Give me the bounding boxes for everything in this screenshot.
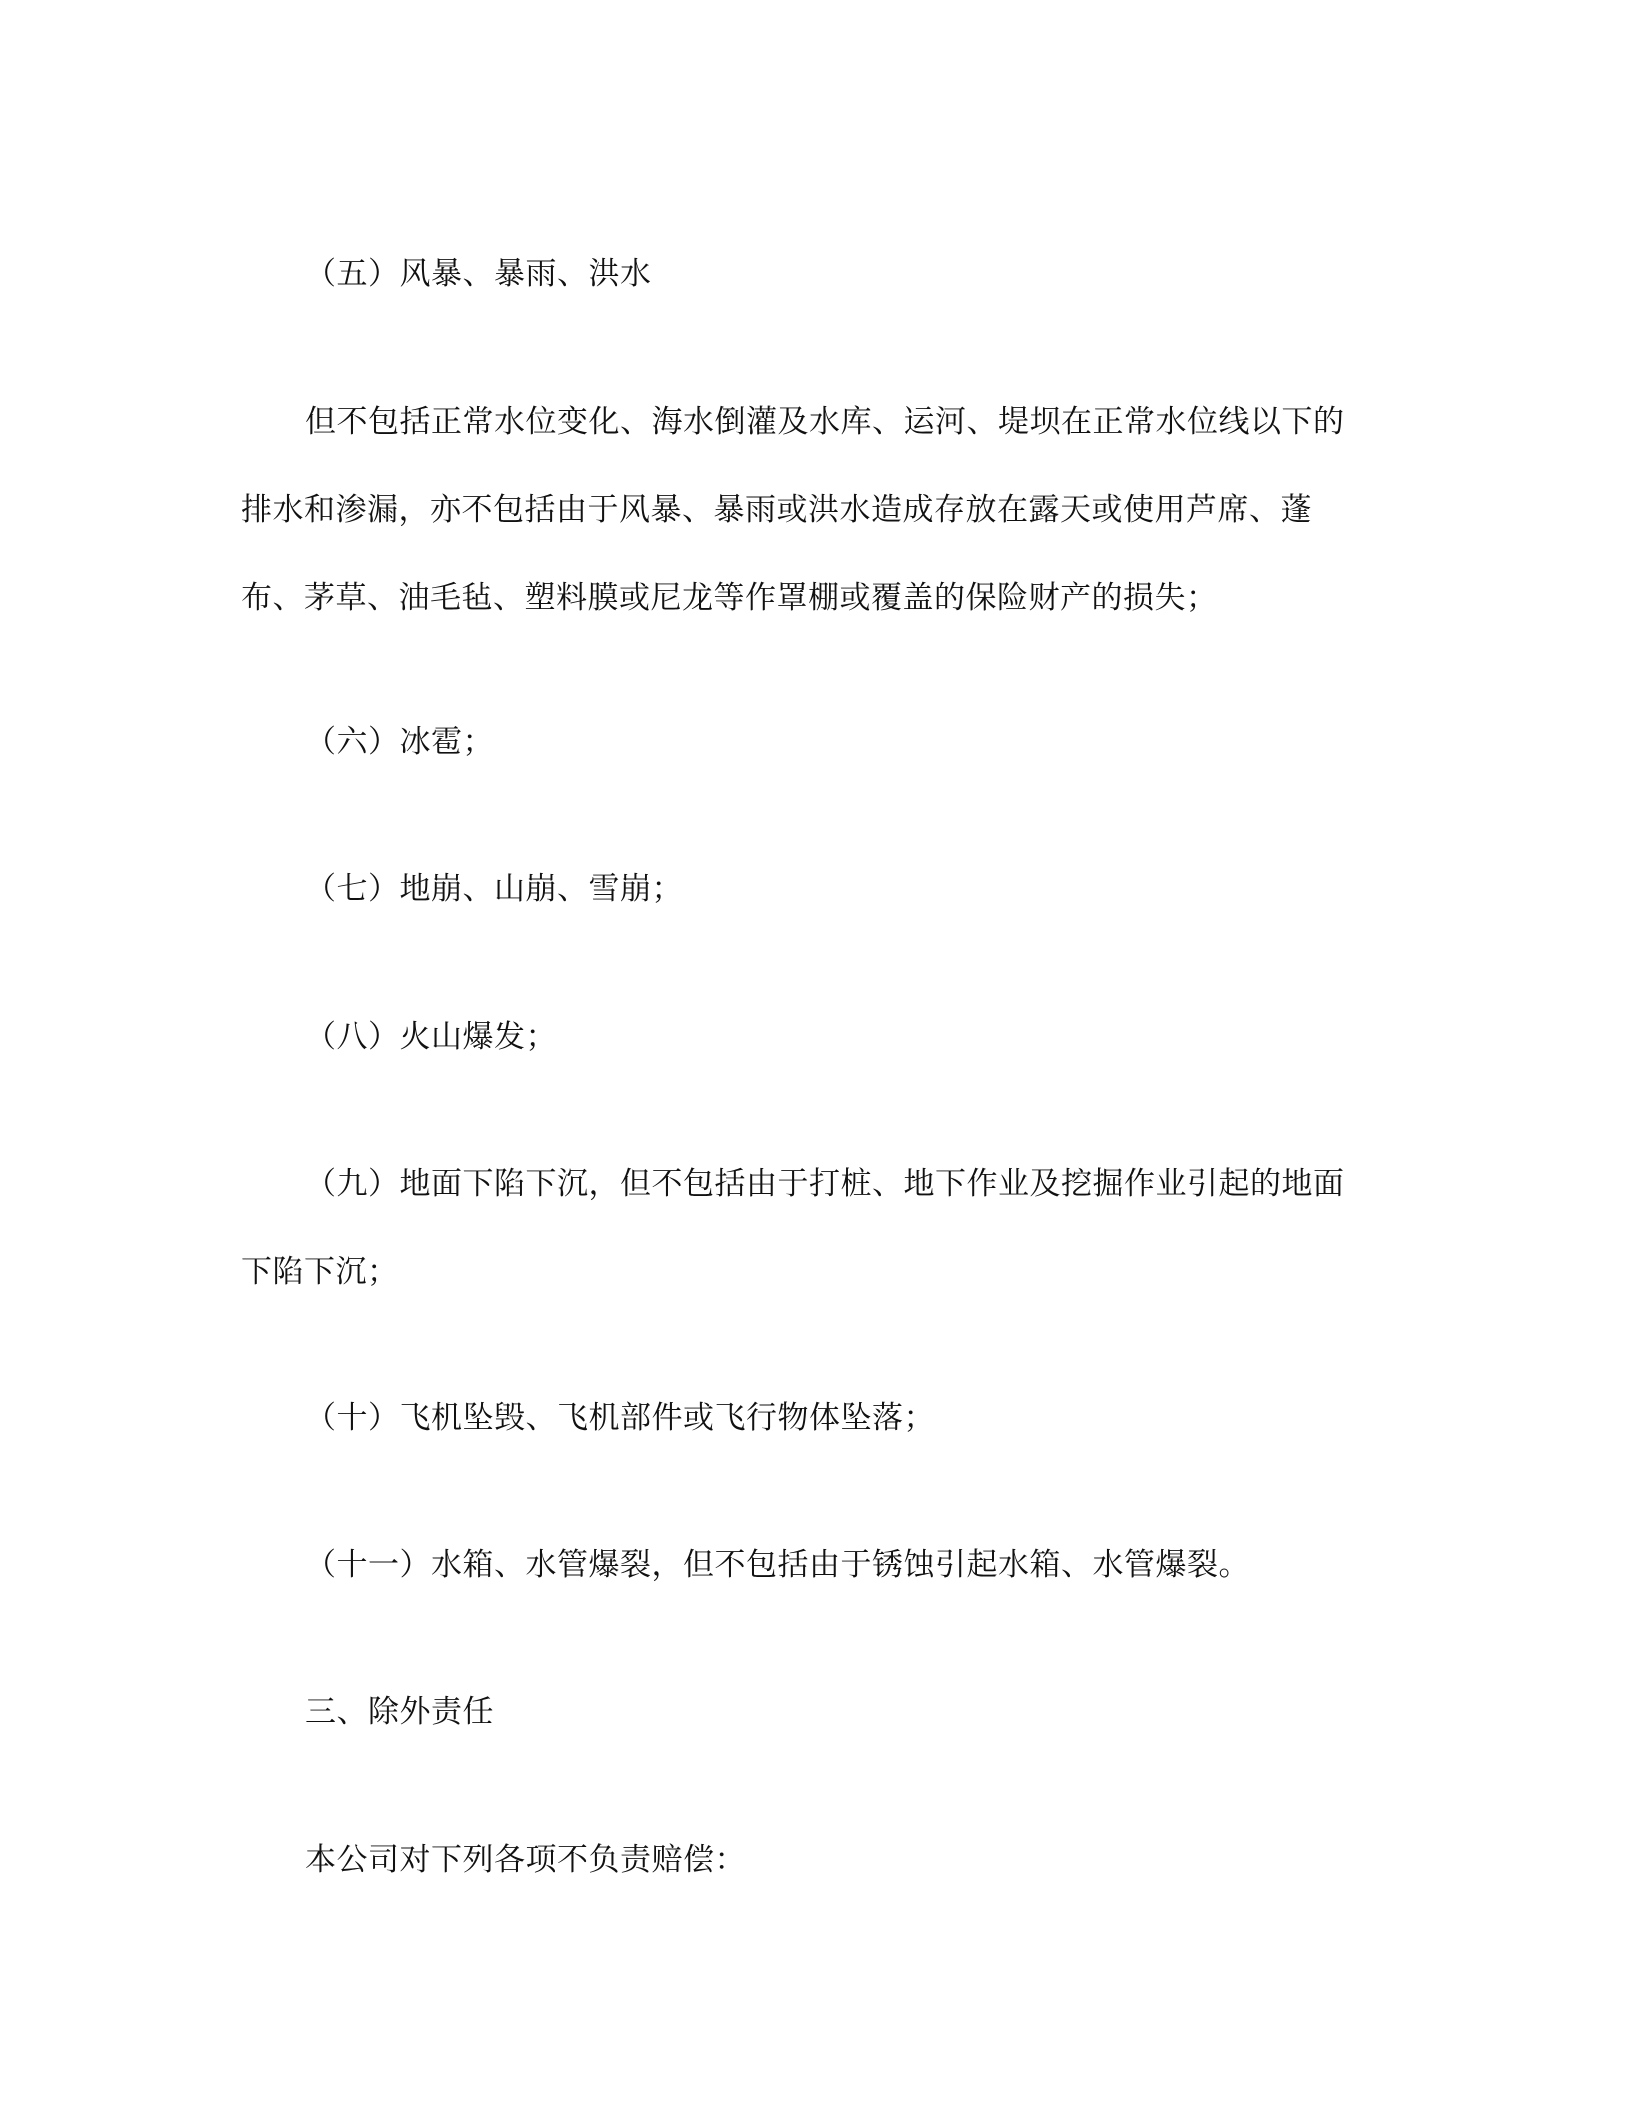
clause-five-heading: （五）风暴、暴雨、洪水 [305,256,652,292]
clause-five-text-line-3: 布、茅草、油毛毡、塑料膜或尼龙等作罩棚或覆盖的保险财产的损失； [241,580,1218,616]
clause-five-text-line-1: 但不包括正常水位变化、海水倒灌及水库、运河、堤坝在正常水位线以下的 [305,404,1345,440]
clause-nine-line-1: （九）地面下陷下沉，但不包括由于打桩、地下作业及挖掘作业引起的地面 [305,1166,1345,1202]
section-three-heading: 三、除外责任 [305,1694,494,1730]
clause-ten: （十）飞机坠毁、飞机部件或飞行物体坠落； [305,1400,935,1436]
clause-eleven: （十一）水箱、水管爆裂，但不包括由于锈蚀引起水箱、水管爆裂。 [305,1547,1250,1583]
clause-five-text-line-2: 排水和渗漏，亦不包括由于风暴、暴雨或洪水造成存放在露天或使用芦席、蓬 [241,492,1312,528]
clause-eight: （八）火山爆发； [305,1019,557,1055]
clause-seven: （七）地崩、山崩、雪崩； [305,871,683,907]
clause-nine-line-2: 下陷下沉； [241,1254,399,1290]
clause-six: （六）冰雹； [305,724,494,760]
exclusions-intro: 本公司对下列各项不负责赔偿： [305,1842,746,1878]
